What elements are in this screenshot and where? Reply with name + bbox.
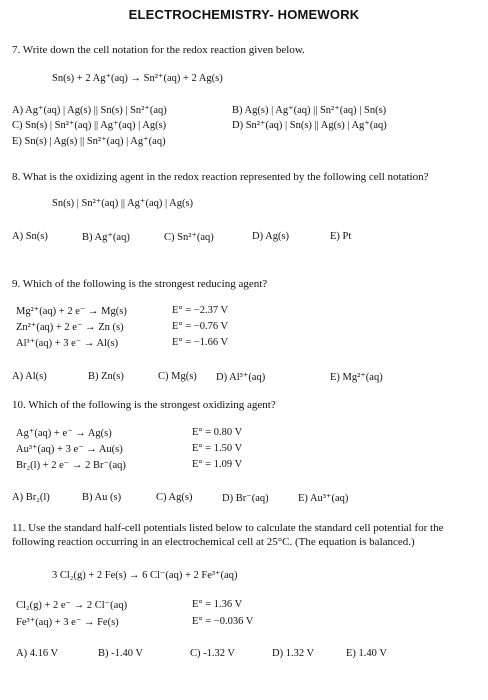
q11-option-e[interactable]: E) 1.40 V [346, 648, 387, 659]
q11-option-d[interactable]: D) 1.32 V [272, 648, 315, 659]
q11-option-b[interactable]: B) -1.40 V [98, 648, 144, 659]
q9-option-e[interactable]: E) Mg²⁺(aq) [330, 372, 383, 383]
q10-potential-2: E° = 1.50 V [192, 443, 243, 454]
question-9: 9. Which of the following is the strongest reducing agent? [12, 278, 268, 290]
q9-option-c[interactable]: C) Mg(s) [158, 371, 197, 382]
q10-potential-1: E° = 0.80 V [192, 427, 243, 438]
q9-potential-2: E° = −0.76 V [172, 321, 229, 332]
q10-option-d[interactable]: D) Br⁻(aq) [222, 493, 269, 504]
q11-reaction-2: Fe³⁺(aq) + 3 e⁻ → Fe(s) [16, 617, 119, 628]
q9-reaction-3: Al³⁺(aq) + 3 e⁻ → Al(s) [16, 338, 119, 349]
q7-equation: Sn(s) + 2 Ag⁺(aq) → Sn²⁺(aq) + 2 Ag(s) [52, 73, 223, 84]
q7-option-a[interactable]: A) Ag⁺(aq) | Ag(s) || Sn(s) | Sn²⁺(aq) [12, 105, 167, 116]
q10-reaction-2: Au³⁺(aq) + 3 e⁻ → Au(s) [16, 444, 123, 455]
q8-option-c[interactable]: C) Sn²⁺(aq) [164, 232, 214, 243]
q11-equation: 3 Cl₂(g) + 2 Fe(s) → 6 Cl⁻(aq) + 2 Fe³⁺(aq) [52, 570, 238, 581]
page-title: ELECTROCHEMISTRY- HOMEWORK [128, 7, 360, 22]
question-11: 11. Use the standard half-cell potentials listed below to calculate the standard cell potential for the following reaction occurring in an electrochemical cell at 25°C. (The equation is balanced.) [12, 522, 444, 548]
q8-option-b[interactable]: B) Ag⁺(aq) [82, 232, 130, 243]
q8-notation: Sn(s) | Sn²⁺(aq) || Ag⁺(aq) | Ag(s) [52, 198, 194, 209]
q10-option-b[interactable]: B) Au (s) [82, 492, 122, 503]
q10-potential-3: E° = 1.09 V [192, 459, 243, 470]
q9-potential-3: E° = −1.66 V [172, 337, 229, 348]
q7-option-e[interactable]: E) Sn(s) | Ag(s) || Sn²⁺(aq) | Ag⁺(aq) [12, 136, 166, 147]
q11-potential-2: E° = −0.036 V [192, 616, 254, 627]
q10-option-c[interactable]: C) Ag(s) [156, 492, 193, 503]
question-7: 7. Write down the cell notation for the redox reaction given below. [12, 44, 305, 56]
q8-option-e[interactable]: E) Pt [330, 231, 352, 242]
q7-option-b[interactable]: B) Ag(s) | Ag⁺(aq) || Sn²⁺(aq) | Sn(s) [232, 105, 387, 116]
q10-reaction-1: Ag⁺(aq) + e⁻ → Ag(s) [16, 428, 112, 439]
q9-option-b[interactable]: B) Zn(s) [88, 371, 124, 382]
q9-option-a[interactable]: A) Al(s) [12, 371, 47, 382]
q11-option-c[interactable]: C) -1.32 V [190, 648, 236, 659]
q11-option-a[interactable]: A) 4.16 V [16, 648, 59, 659]
q8-option-a[interactable]: A) Sn(s) [12, 231, 48, 242]
q10-option-a[interactable]: A) Br₂(l) [12, 492, 50, 503]
q7-option-c[interactable]: C) Sn(s) | Sn²⁺(aq) || Ag⁺(aq) | Ag(s) [12, 120, 167, 131]
q11-potential-1: E° = 1.36 V [192, 599, 243, 610]
question-8: 8. What is the oxidizing agent in the redox reaction represented by the following cell notation? [12, 171, 429, 183]
question-10: 10. Which of the following is the strongest oxidizing agent? [12, 399, 276, 411]
q7-option-d[interactable]: D) Sn²⁺(aq) | Sn(s) || Ag(s) | Ag⁺(aq) [232, 120, 387, 131]
q10-option-e[interactable]: E) Au³⁺(aq) [298, 493, 349, 504]
q10-reaction-3: Br₂(l) + 2 e⁻ → 2 Br⁻(aq) [16, 460, 126, 471]
q11-reaction-1: Cl₂(g) + 2 e⁻ → 2 Cl⁻(aq) [16, 600, 128, 611]
q9-reaction-1: Mg²⁺(aq) + 2 e⁻ → Mg(s) [16, 306, 127, 317]
q9-option-d[interactable]: D) Al³⁺(aq) [216, 372, 266, 383]
q8-option-d[interactable]: D) Ag(s) [252, 231, 290, 242]
q9-reaction-2: Zn²⁺(aq) + 2 e⁻ → Zn (s) [16, 322, 124, 333]
q9-potential-1: E° = −2.37 V [172, 305, 229, 316]
